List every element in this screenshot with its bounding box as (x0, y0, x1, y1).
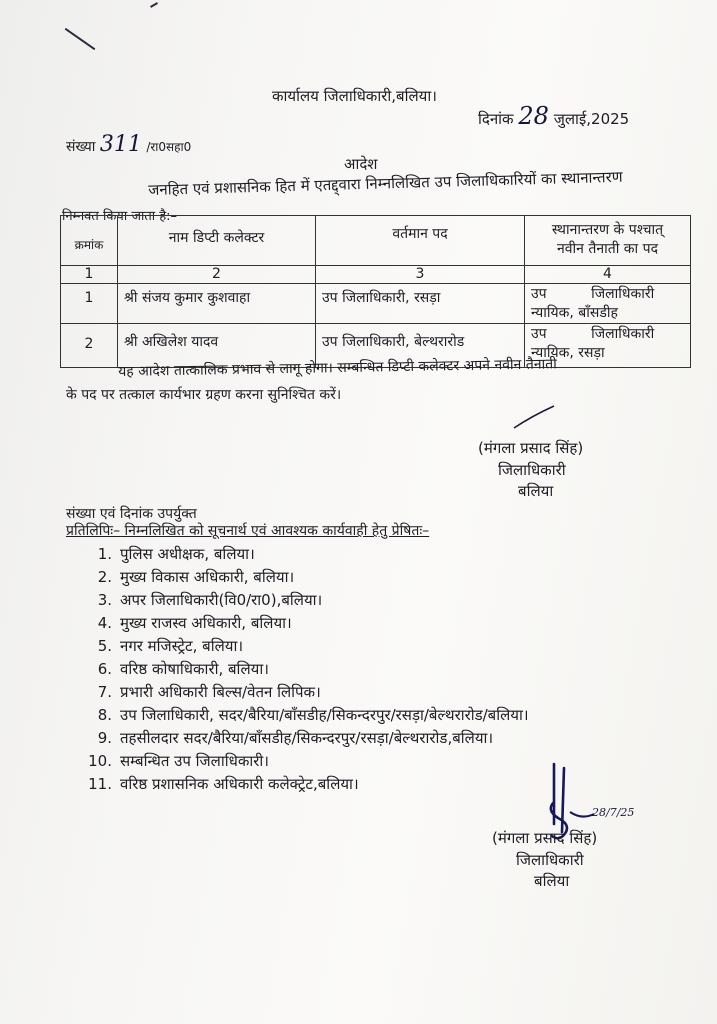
list-item: 2. मुख्य विकास अधिकारी, बलिया। (97, 568, 295, 586)
list-item: 5. नगर मजिस्ट्रेट, बलिया। (97, 637, 244, 655)
row-new-post-line1: उप जिलाधिकारी (531, 286, 655, 302)
row-new-post-line2: न्यायिक, बाँसडीह (531, 305, 618, 321)
order-intro-line2: निम्नवत किया जाता है:– (62, 209, 178, 224)
copy-heading (66, 521, 429, 540)
row-new-post (525, 284, 691, 324)
list-item: 8. उप जिलाधिकारी, सदर/बैरिया/बाँसडीह/सिकन्दरपुर/रसड़ा/बेल्थरारोड/बलिया। (97, 706, 529, 724)
header-new-post-line2: नवीन तैनाती का पद (556, 241, 659, 257)
copy-text: निम्नलिखित को सूचनार्थ एवं आवश्यक कार्यवाही हेतु प्रेषितः– (120, 523, 430, 539)
header-new-post-line1: स्थानान्तरण के पश्चात् (551, 222, 664, 238)
list-item: 9. तहसीलदार सदर/बैरिया/बाँसडीह/सिकन्दरपुर/रसड़ा/बेल्थरारोड,बलिया। (97, 729, 494, 747)
order-number-line (66, 132, 191, 157)
list-item: 11. वरिष्ठ प्रशासनिक अधिकारी कलेक्ट्रेट,बलिया। (88, 775, 359, 793)
col-number: 1 (61, 266, 118, 284)
header-name: नाम डिप्टी कलेक्टर (118, 216, 316, 266)
date-rest: जुलाई,2025 (553, 110, 630, 128)
list-item: 6. वरिष्ठ कोषाधिकारी, बलिया। (97, 660, 269, 678)
row-serial: 1 (61, 284, 118, 324)
recipient-list (88, 544, 529, 797)
initial-date-handwritten: 28/7/25 (592, 806, 635, 819)
list-item: 7. प्रभारी अधिकारी बिल्स/वेतन लिपिक। (97, 683, 321, 701)
order-number-handwritten: 311 (99, 132, 142, 157)
header-current-post: वर्तमान पद (316, 216, 525, 266)
row-new-post-line2: न्यायिक, रसड़ा (531, 345, 605, 361)
signatory-place-2: बलिया (534, 872, 570, 890)
signatory-designation-1: जिलाधिकारी (498, 461, 566, 479)
table-header-row (61, 216, 691, 266)
header-new-post (525, 216, 691, 266)
date-day-handwritten: 28 (518, 102, 549, 130)
row-current-post: उप जिलाधिकारी, रसड़ा (316, 284, 525, 324)
list-item: 1. पुलिस अधीक्षक, बलिया। (97, 545, 255, 563)
list-item: 3. अपर जिलाधिकारी(वि0/रा0),बलिया। (97, 591, 323, 609)
row-serial: 2 (61, 324, 118, 368)
row-name: श्री अखिलेश यादव (118, 324, 316, 368)
number-suffix: /रा0सहा0 (146, 140, 192, 154)
order-title: आदेश (344, 155, 378, 173)
row-name: श्री संजय कुमार कुशवाहा (118, 284, 316, 324)
signatory-name-1: (मंगला प्रसाद सिंह) (478, 439, 584, 457)
row-current-post: उप जिलाधिकारी, बेल्थरारोड (316, 324, 525, 368)
pen-mark (150, 2, 158, 8)
signatory-name-2: (मंगला प्रसाद सिंह) (492, 829, 598, 847)
date-line (478, 102, 629, 130)
list-item: 10. सम्बन्धित उप जिलाधिकारी। (88, 752, 269, 770)
col-number: 2 (118, 266, 316, 284)
copy-label: प्रतिलिपिः– (66, 523, 121, 539)
closing-line1: यह आदेश तात्कालिक प्रभाव से लागू होगा। सम्बन्धित डिप्टी कलेक्टर अपने नवीन तैनाती (118, 356, 557, 380)
pen-mark (65, 28, 96, 50)
number-prefix: संख्या (66, 139, 96, 155)
table-column-number-row (61, 266, 691, 284)
table-row (61, 284, 691, 324)
row-new-post-line1: उप जिलाधिकारी (531, 326, 655, 342)
header-serial: क्रमांक (61, 216, 118, 266)
col-number: 4 (525, 266, 691, 284)
office-heading: कार्यालय जिलाधिकारी,बलिया। (272, 87, 437, 105)
closing-line2: के पद पर तत्काल कार्यभार ग्रहण करना सुनिश्चित करें। (66, 387, 342, 403)
signatory-place-1: बलिया (518, 482, 554, 500)
signature-stroke-1 (512, 404, 556, 430)
date-prefix: दिनांक (478, 110, 514, 128)
order-intro-line1: जनहित एवं प्रशासनिक हित में एतद्द्वारा निम्नलिखित उप जिलाधिकारियों का स्थानान्तरण (148, 167, 623, 199)
col-number: 3 (316, 266, 525, 284)
signatory-designation-2: जिलाधिकारी (516, 851, 584, 869)
copy-reference: संख्या एवं दिनांक उपर्युक्त (66, 506, 197, 522)
transfer-table (60, 215, 691, 368)
list-item: 4. मुख्य राजस्व अधिकारी, बलिया। (97, 614, 292, 632)
